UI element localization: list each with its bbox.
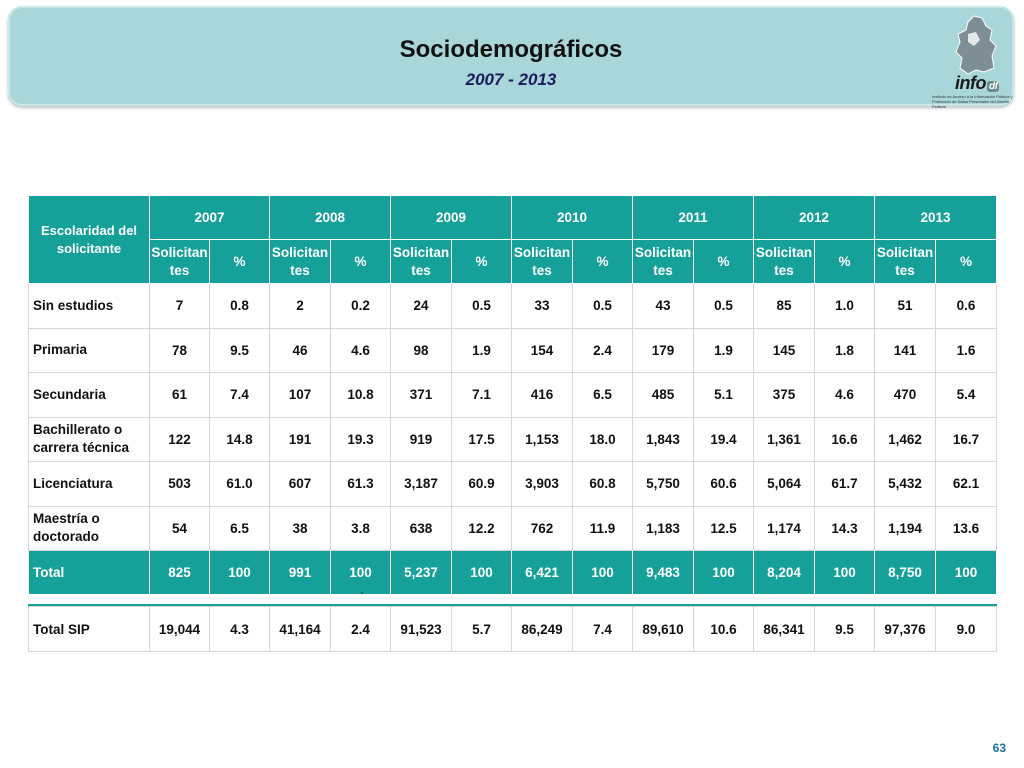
table-cell: 1,183: [633, 506, 694, 551]
table-cell: 13.6: [936, 506, 997, 551]
table-cell: 18.0: [573, 417, 633, 462]
table-cell: 3.8: [331, 506, 391, 551]
table-cell: 5,432: [875, 462, 936, 507]
table-cell: 2.4: [573, 328, 633, 373]
total-cell: 100: [331, 551, 391, 595]
table-row: [29, 284, 997, 329]
row-label: Sin estudios: [29, 284, 150, 329]
table-cell: 85: [754, 284, 815, 329]
table-cell: 3,187: [391, 462, 452, 507]
table-cell: 0.8: [210, 284, 270, 329]
sip-label: Total SIP: [29, 607, 150, 652]
table-cell: 371: [391, 373, 452, 418]
table-cell: 60.6: [694, 462, 754, 507]
solicitantes-subheader: Solicitan tes: [270, 240, 331, 284]
solicitantes-subheader: Solicitan tes: [512, 240, 573, 284]
year-header: 2008: [270, 196, 391, 240]
corner-header: Escolaridad del solicitante: [29, 196, 150, 284]
total-sip-table: [28, 606, 997, 652]
total-cell: 5,237: [391, 551, 452, 595]
table-cell: 78: [150, 328, 210, 373]
total-row: [29, 551, 997, 595]
total-cell: 100: [815, 551, 875, 595]
percent-subheader: %: [331, 240, 391, 284]
table-cell: 14.8: [210, 417, 270, 462]
table-cell: 7.1: [452, 373, 512, 418]
table-cell: 485: [633, 373, 694, 418]
table-cell: 0.5: [452, 284, 512, 329]
percent-subheader: %: [936, 240, 997, 284]
total-cell: 991: [270, 551, 331, 595]
table-cell: 14.3: [815, 506, 875, 551]
logo-caption: Instituto de Acceso a la Información Pública y Protección de Datos Personales del Distrito Federal: [932, 94, 1013, 109]
row-label: Secundaria: [29, 373, 150, 418]
table-cell: 179: [633, 328, 694, 373]
total-cell: 8,204: [754, 551, 815, 595]
row-label: Licenciatura: [29, 462, 150, 507]
table-cell: 1.9: [694, 328, 754, 373]
table-cell: 5,750: [633, 462, 694, 507]
table-cell: 1.8: [815, 328, 875, 373]
row-label: Primaria: [29, 328, 150, 373]
total-cell: 100: [452, 551, 512, 595]
total-cell: 825: [150, 551, 210, 595]
table-row: [29, 373, 997, 418]
table-cell: 33: [512, 284, 573, 329]
table-cell: 4.6: [815, 373, 875, 418]
solicitantes-subheader: Solicitan tes: [150, 240, 210, 284]
total-label: Total: [29, 551, 150, 595]
table-cell: 6.5: [210, 506, 270, 551]
table-row: [29, 506, 997, 551]
page-number: 63: [992, 741, 1006, 755]
percent-subheader: %: [815, 240, 875, 284]
table-cell: 0.6: [936, 284, 997, 329]
table-cell: 919: [391, 417, 452, 462]
page-title: Sociodemográficos: [399, 36, 623, 63]
table-cell: 1.9: [452, 328, 512, 373]
table-cell: 60.8: [573, 462, 633, 507]
total-cell: 8,750: [875, 551, 936, 595]
sip-cell: 5.7: [452, 607, 512, 652]
table-row: [29, 328, 997, 373]
total-cell: 9,483: [633, 551, 694, 595]
row-label: Bachillerato o carrera técnica: [29, 417, 150, 462]
percent-subheader: %: [210, 240, 270, 284]
sip-cell: 2.4: [331, 607, 391, 652]
table-cell: 16.7: [936, 417, 997, 462]
table-cell: 62.1: [936, 462, 997, 507]
logo-wordmark: info df: [955, 73, 998, 93]
table-cell: 24: [391, 284, 452, 329]
percent-subheader: %: [573, 240, 633, 284]
solicitantes-subheader: Solicitan tes: [633, 240, 694, 284]
total-cell: 6,421: [512, 551, 573, 595]
table-cell: 1,194: [875, 506, 936, 551]
percent-subheader: %: [694, 240, 754, 284]
page-subtitle: 2007 - 2013: [465, 70, 557, 89]
solicitantes-subheader: Solicitan tes: [875, 240, 936, 284]
solicitantes-subheader: Solicitan tes: [754, 240, 815, 284]
table-cell: 0.5: [694, 284, 754, 329]
sip-cell: 19,044: [150, 607, 210, 652]
year-header: 2011: [633, 196, 754, 240]
table-cell: 470: [875, 373, 936, 418]
table-cell: 7.4: [210, 373, 270, 418]
year-header: 2009: [391, 196, 512, 240]
table-cell: 154: [512, 328, 573, 373]
sip-row: [29, 607, 997, 652]
table-cell: 61.7: [815, 462, 875, 507]
table-cell: 17.5: [452, 417, 512, 462]
table-cell: 375: [754, 373, 815, 418]
table-cell: 12.2: [452, 506, 512, 551]
table-cell: 1.6: [936, 328, 997, 373]
table-cell: 10.8: [331, 373, 391, 418]
table-cell: 61.3: [331, 462, 391, 507]
table-cell: 60.9: [452, 462, 512, 507]
sip-cell: 86,249: [512, 607, 573, 652]
sip-cell: 86,341: [754, 607, 815, 652]
total-cell: 100: [936, 551, 997, 595]
table-cell: 145: [754, 328, 815, 373]
table-cell: 638: [391, 506, 452, 551]
table-cell: 54: [150, 506, 210, 551]
table-cell: 1.0: [815, 284, 875, 329]
table-cell: 503: [150, 462, 210, 507]
sip-cell: 7.4: [573, 607, 633, 652]
table-cell: 1,153: [512, 417, 573, 462]
row-label: Maestría o doctorado: [29, 506, 150, 551]
table-cell: 51: [875, 284, 936, 329]
year-header: 2010: [512, 196, 633, 240]
table-cell: 38: [270, 506, 331, 551]
table-cell: 11.9: [573, 506, 633, 551]
table-cell: 19.3: [331, 417, 391, 462]
sip-cell: 9.0: [936, 607, 997, 652]
table-cell: 61: [150, 373, 210, 418]
table-cell: 98: [391, 328, 452, 373]
education-table: [28, 195, 997, 595]
table-cell: 1,843: [633, 417, 694, 462]
total-cell: 100: [694, 551, 754, 595]
year-header: 2012: [754, 196, 875, 240]
table-cell: 107: [270, 373, 331, 418]
sip-cell: 89,610: [633, 607, 694, 652]
table-cell: 12.5: [694, 506, 754, 551]
table-cell: 4.6: [331, 328, 391, 373]
table-cell: 0.5: [573, 284, 633, 329]
total-cell: 100: [573, 551, 633, 595]
table-cell: 5,064: [754, 462, 815, 507]
table-cell: 46: [270, 328, 331, 373]
sip-cell: 97,376: [875, 607, 936, 652]
sip-cell: 4.3: [210, 607, 270, 652]
table-cell: 416: [512, 373, 573, 418]
table-cell: 9.5: [210, 328, 270, 373]
stray-mark: `: [360, 590, 364, 604]
sip-cell: 41,164: [270, 607, 331, 652]
table-cell: 1,462: [875, 417, 936, 462]
table-row: [29, 462, 997, 507]
sip-cell: 9.5: [815, 607, 875, 652]
table-cell: 19.4: [694, 417, 754, 462]
title-banner: [8, 6, 1014, 106]
table-row: [29, 417, 997, 462]
total-cell: 100: [210, 551, 270, 595]
table-cell: 0.2: [331, 284, 391, 329]
table-cell: 762: [512, 506, 573, 551]
table-cell: 5.1: [694, 373, 754, 418]
table-cell: 5.4: [936, 373, 997, 418]
table-cell: 1,174: [754, 506, 815, 551]
table-cell: 122: [150, 417, 210, 462]
percent-subheader: %: [452, 240, 512, 284]
year-header: 2007: [150, 196, 270, 240]
table-cell: 6.5: [573, 373, 633, 418]
sip-cell: 10.6: [694, 607, 754, 652]
table-cell: 7: [150, 284, 210, 329]
sip-cell: 91,523: [391, 607, 452, 652]
table-cell: 61.0: [210, 462, 270, 507]
table-cell: 3,903: [512, 462, 573, 507]
table-cell: 16.6: [815, 417, 875, 462]
table-cell: 2: [270, 284, 331, 329]
table-cell: 191: [270, 417, 331, 462]
solicitantes-subheader: Solicitan tes: [391, 240, 452, 284]
table-cell: 43: [633, 284, 694, 329]
year-header: 2013: [875, 196, 997, 240]
table-cell: 141: [875, 328, 936, 373]
table-cell: 607: [270, 462, 331, 507]
table-cell: 1,361: [754, 417, 815, 462]
